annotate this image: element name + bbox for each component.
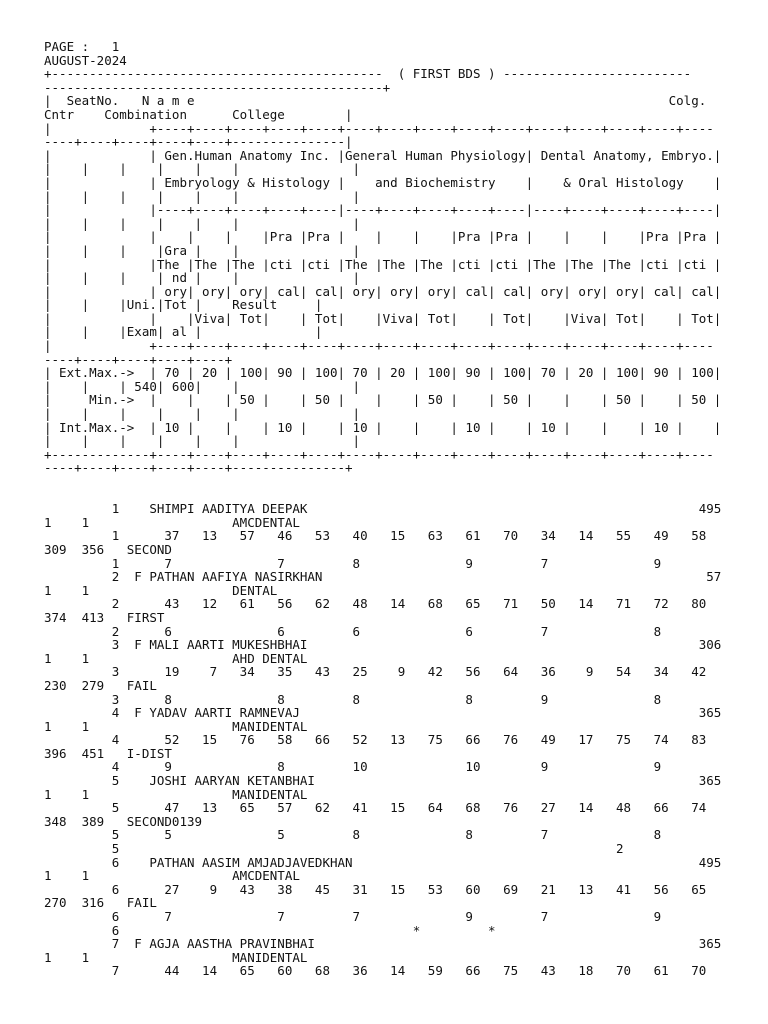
report-line: 1 7 7 8 9 7 9 — [44, 555, 662, 571]
report-line: | | | | | | | — [44, 188, 361, 204]
report-line: 1 37 13 57 46 53 40 15 63 61 70 34 14 55 49 58 — [44, 528, 707, 544]
report-line: 7 F AGJA AASTHA PRAVINBHAI 365 — [44, 936, 722, 952]
report-line: 6 7 7 7 9 7 9 — [44, 909, 662, 924]
report-line — [44, 475, 764, 489]
report-line: | | Gen.Human Anatomy Inc. |General Human Physiology| Dental Anatomy, Embryo.| — [44, 147, 722, 163]
report-line: 3 19 7 34 35 43 25 9 42 56 64 36 9 54 34 42 — [44, 664, 707, 680]
report-line: 1 1 AHD DENTAL — [44, 650, 308, 666]
report-line: | | Embryology & Histology | and Biochemistry | & Oral Histology | — [44, 174, 722, 190]
report-line: 3 F MALI AARTI MUKESHBHAI 306 — [44, 637, 722, 653]
report-line: | +----+----+----+----+----+----+----+----+----+----+----+----+----+----+---- — [44, 338, 714, 354]
report-line: 4 9 8 10 10 9 9 — [44, 759, 662, 775]
report-line — [44, 489, 764, 503]
report-line: 4 F YADAV AARTI RAMNEVAJ 365 — [44, 705, 722, 721]
report-line: | +----+----+----+----+----+----+----+----+----+----+----+----+----+----+---- — [44, 120, 714, 136]
report-line: 270 316 FAIL — [44, 895, 157, 911]
report-line: 5 2 — [44, 841, 624, 857]
report-line: | | | 540| 600| | | — [44, 378, 361, 394]
report-line: 1 1 MANIDENTAL — [44, 949, 308, 965]
report-line: | |The |The |The |cti |cti |The |The |The |cti |cti |The |The |The |cti |cti | — [44, 256, 722, 272]
report-line: 1 1 DENTAL — [44, 582, 278, 598]
report-line: 1 1 MANIDENTAL — [44, 786, 308, 802]
report-line: 1 1 MANIDENTAL — [44, 718, 308, 734]
report-line: 5 5 5 8 8 7 8 — [44, 827, 662, 843]
report-line: 2 43 12 61 56 62 48 14 68 65 71 50 14 71 72 80 — [44, 596, 707, 612]
report-line: AUGUST-2024 — [44, 52, 127, 68]
report-line: ---------------------------------------------+ — [44, 79, 391, 95]
report-line: ----+----+----+----+----+---------------| — [44, 134, 353, 150]
result-sheet — [44, 40, 764, 978]
report-line: ----+----+----+----+----+---------------+ — [44, 460, 353, 476]
report-line: 374 413 FIRST — [44, 609, 165, 625]
report-line: 1 1 AMCDENTAL — [44, 514, 300, 530]
report-line: 230 279 FAIL — [44, 677, 157, 693]
report-line: | | | | | | | — [44, 406, 361, 422]
report-line: 309 356 SECOND — [44, 541, 172, 557]
report-line: 2 6 6 6 6 7 8 — [44, 623, 662, 639]
report-line: ----+----+----+----+----+ — [44, 351, 233, 367]
report-line: 4 52 15 76 58 66 52 13 75 66 76 49 17 75 74 83 — [44, 732, 707, 748]
report-line: 396 451 I-DIST — [44, 745, 172, 761]
report-line: 3 8 8 8 8 9 8 — [44, 691, 662, 707]
report-line: 7 44 14 65 60 68 36 14 59 66 75 43 18 70 61 70 — [44, 963, 707, 979]
report-line: | | |Uni.|Tot | Result | — [44, 297, 323, 313]
report-line: PAGE : 1 — [44, 39, 120, 54]
report-line: | | |Exam| al | | — [44, 324, 323, 340]
report-line: | | | | | | | — [44, 215, 361, 231]
report-line: | | | | nd | | | — [44, 270, 361, 286]
report-line: | | | |Gra | | | — [44, 242, 361, 258]
report-line: 6 27 9 43 38 45 31 15 53 60 69 21 13 41 56 65 — [44, 881, 707, 897]
report-line: | SeatNo. N a m e Colg. — [44, 93, 707, 109]
report-line: 2 F PATHAN AAFIYA NASIRKHAN 57 — [44, 569, 722, 585]
report-line: | Int.Max.-> | 10 | | | 10 | | 10 | | | 10 | | 10 | | | 10 | | — [44, 419, 722, 435]
report-line: | | |Viva| Tot| | Tot| |Viva| Tot| | Tot| |Viva| Tot| | Tot| — [44, 310, 722, 326]
report-line: | Min.-> | | | 50 | | 50 | | | 50 | | 50 | | | 50 | | 50 | — [44, 392, 722, 408]
report-line: | | ory| ory| ory| cal| cal| ory| ory| ory| cal| cal| ory| ory| ory| cal| cal| — [44, 283, 722, 299]
report-line: 6 * * — [44, 922, 496, 938]
report-line: | Ext.Max.-> | 70 | 20 | 100| 90 | 100| 70 | 20 | 100| 90 | 100| 70 | 20 | 100| 90 | 100| — [44, 365, 722, 381]
report-line: 6 PATHAN AASIM AMJADJAVEDKHAN 495 — [44, 854, 722, 870]
report-line: | | | | | | | — [44, 433, 361, 449]
report-line: | |----+----+----+----+----|----+----+----+----+----|----+----+----+----+----| — [44, 202, 722, 218]
report-line: 1 1 AMCDENTAL — [44, 868, 300, 884]
report-line: | | | | | | | — [44, 161, 361, 177]
report-line: +-------------+----+----+----+----+----+----+----+----+----+----+----+----+----+----+---- — [44, 446, 714, 462]
report-line: Cntr Combination College | — [44, 106, 353, 122]
report-line: +-------------------------------------------- ( FIRST BDS ) ------------------------- — [44, 66, 692, 82]
report-line: 5 47 13 65 57 62 41 15 64 68 76 27 14 48 66 74 — [44, 800, 707, 816]
report-line: 1 SHIMPI AADITYA DEEPAK 495 — [44, 501, 722, 517]
report-line: | | | | |Pra |Pra | | | |Pra |Pra | | | |Pra |Pra | — [44, 229, 722, 245]
report-line: 5 JOSHI AARYAN KETANBHAI 365 — [44, 773, 722, 789]
report-line: 348 389 SECOND0139 — [44, 813, 203, 829]
